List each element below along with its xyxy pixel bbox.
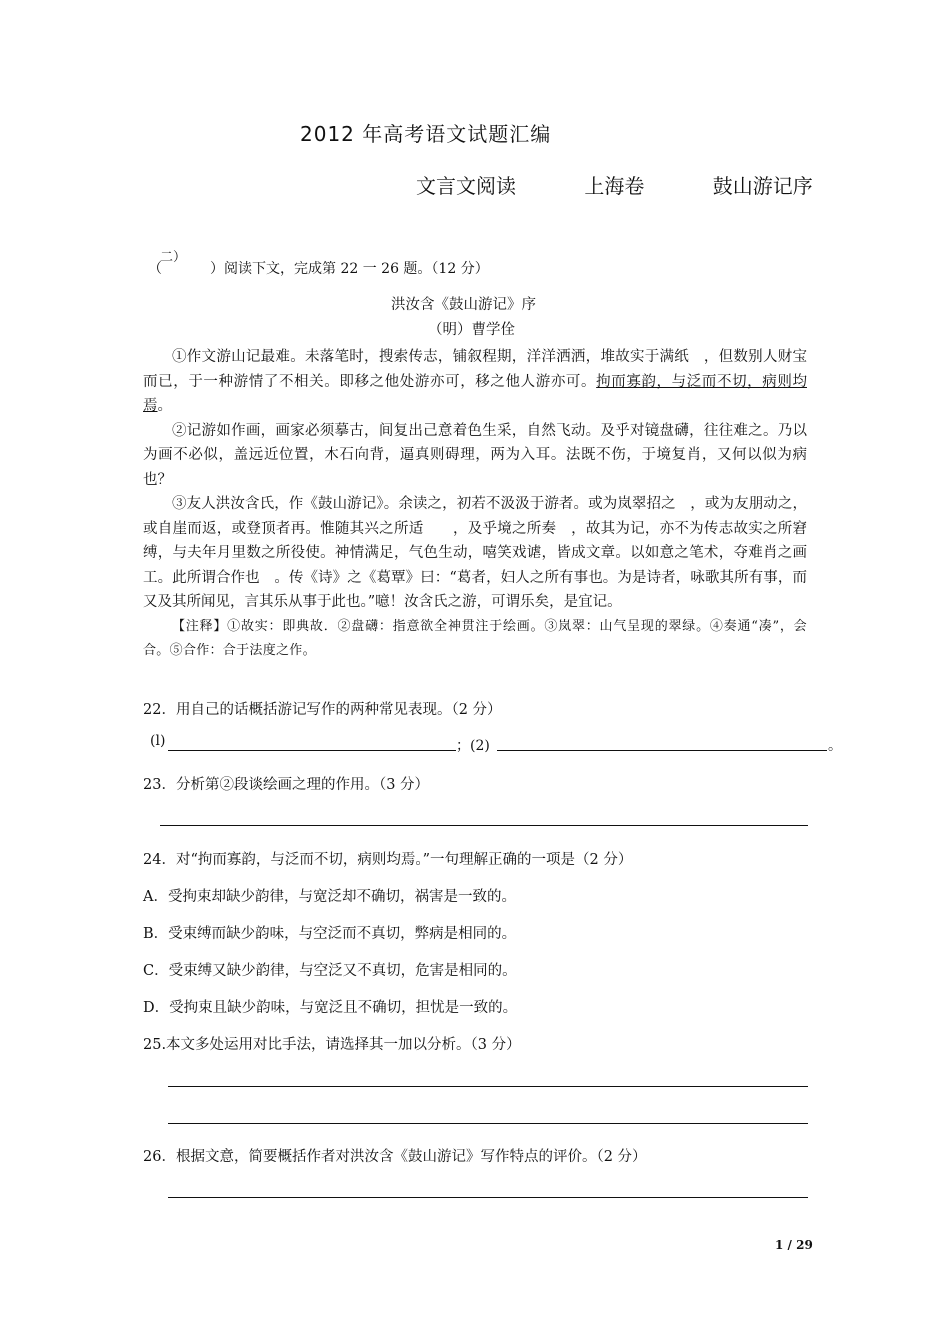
section-intro (148, 250, 489, 278)
paragraph-1-end: 。 (157, 398, 172, 414)
answer-22-row (150, 733, 165, 749)
underlined-sentence: 拘而寡韵，与泛而不切，病则均焉 (143, 373, 807, 414)
option-d[interactable]: D．受拘束且缺少韵味，与宽泛且不确切，担忧是一致的。 (143, 1000, 518, 1016)
subtitle-part-3: 鼓山游记序 (712, 174, 813, 198)
question-23: 23．分析第②段谈绘画之理的作用。（3 分） (143, 777, 430, 793)
intro-paren: （ (148, 261, 162, 277)
question-26: 26．根据文意，简要概括作者对洪汝含《鼓山游记》写作特点的评价。（2 分） (143, 1149, 647, 1165)
question-25: 25.本文多处运用对比手法，请选择其一加以分析。（3 分） (143, 1037, 521, 1053)
paragraph-1 (143, 345, 807, 419)
section-mark: 二） (160, 250, 187, 265)
paragraph-1-text: ①作文游山记最难。未落笔时，搜索传志，铺叙程期，洋洋洒洒，堆故实于满纸 ，但数别人财宝而已，于一种游情了不相关。即移之他处游亦可，移之他人游亦可。 (143, 349, 807, 390)
intro-text: ）阅读下文，完成第 22 一 26 题。（12 分） (210, 261, 489, 277)
question-24: 24．对“拘而寡韵，与泛而不切，病则均焉。”一句理解正确的一项是（2 分） (143, 852, 633, 868)
document-title: 2012 年高考语文试题汇编 (300, 122, 552, 146)
question-22: 22．用自己的话概括游记写作的两种常见表现。（2 分） (143, 702, 502, 718)
answer-22-end: 。 (828, 738, 842, 754)
subtitle-part-2: 上海卷 (584, 174, 645, 198)
answer-22-line-1[interactable] (168, 750, 456, 751)
option-a[interactable]: A．受拘束却缺少韵律，与宽泛却不确切，祸害是一致的。 (143, 889, 516, 905)
annotation-note: 【注释】①故实：即典故．②盘礴：指意欲全神贯注于绘画。③岚翠：山气呈现的翠绿。④奏通“凑”，会合。⑤合作：合于法度之作。 (143, 618, 807, 658)
page-number: 1 / 29 (775, 1238, 813, 1252)
answer-22-line-2[interactable] (497, 750, 827, 751)
document-subtitle (416, 170, 875, 199)
answer-25-line-1[interactable] (168, 1086, 808, 1087)
passage-heading: 洪汝含《鼓山游记》序 (391, 297, 536, 313)
paragraph-2: ②记游如作画，画家必须摹古，间复出己意着色生采，自然飞动。及乎对镜盘礴，往往难之。乃以为画不必似，盖远近位置，木石向背，逼真则碍理，两为入耳。法既不伤，于境复肖，又何以似为病也？ (143, 422, 807, 488)
answer-25-line-2[interactable] (168, 1123, 808, 1124)
answer-23-line[interactable] (160, 825, 808, 826)
answer-22-label-1: (l) (150, 733, 166, 749)
passage-author: （明）曹学佺 (428, 322, 515, 338)
option-b[interactable]: B．受束缚而缺少韵味，与空泛而不真切，弊病是相同的。 (143, 926, 517, 942)
answer-26-line[interactable] (168, 1197, 808, 1198)
option-c[interactable]: C．受束缚又缺少韵律，与空泛又不真切，危害是相同的。 (143, 963, 517, 979)
passage-body (143, 345, 807, 664)
subtitle-part-1: 文言文阅读 (416, 174, 516, 198)
paragraph-3: ③友人洪汝含氏，作《鼓山游记》。余读之，初若不汲汲于游者。或为岚翠招之 ，或为友朋动之，或自崖而返，或登顶者再。惟随其兴之所适 ，及乎境之所奏 ，故其为记，亦不为传志故实之所窘缚，与夫年月里数之所役使。神情满足，气色生动，嘻笑戏谑，皆成文章。以如意之笔术，夺难肖之画工。此所谓合作也 。传《诗》之《葛覃》曰：“葛者，妇人之所有事也。为是诗者，咏歌其所有事，而又及其所闻见，言其乐从事于此也。”噫！汝含氏之游，可谓乐矣，是宜记。 (143, 496, 807, 610)
answer-22-label-2: ；(2) (456, 738, 490, 754)
